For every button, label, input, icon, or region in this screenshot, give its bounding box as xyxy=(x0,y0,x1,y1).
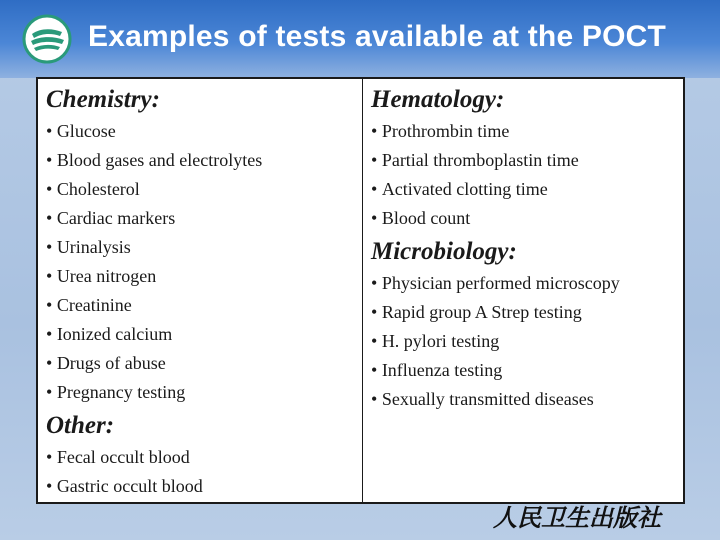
list-item: • Prothrombin time xyxy=(371,117,675,146)
list-item: • Drugs of abuse xyxy=(46,349,354,378)
list-item: • H. pylori testing xyxy=(371,327,675,356)
list-item: • Blood gases and electrolytes xyxy=(46,146,354,175)
list-item: • Physician performed microscopy xyxy=(371,269,675,298)
right-column xyxy=(363,79,683,502)
list-item: • Influenza testing xyxy=(371,356,675,385)
list-item: • Sexually transmitted diseases xyxy=(371,385,675,414)
hematology-list xyxy=(371,117,675,233)
publisher-logo xyxy=(493,502,698,532)
list-item: • Gastric occult blood xyxy=(46,472,354,501)
chemistry-heading: Chemistry: xyxy=(46,86,160,113)
list-item: • Activated clotting time xyxy=(371,175,675,204)
tests-table xyxy=(36,77,685,504)
hematology-heading: Hematology: xyxy=(371,86,505,113)
list-item: • Urea nitrogen xyxy=(46,262,354,291)
chemistry-list xyxy=(46,117,354,407)
left-column xyxy=(38,79,363,502)
list-item: • Creatinine xyxy=(46,291,354,320)
microbiology-list xyxy=(371,269,675,414)
publisher-logo-text: 人民卫生出版社 xyxy=(493,504,661,532)
list-item: • Fecal occult blood xyxy=(46,443,354,472)
list-item: • Blood count xyxy=(371,204,675,233)
list-item: • Partial thromboplastin time xyxy=(371,146,675,175)
publisher-emblem-icon xyxy=(22,14,72,64)
other-list xyxy=(46,443,354,501)
list-item: • Urinalysis xyxy=(46,233,354,262)
slide-title: Examples of tests available at the POCT xyxy=(88,20,667,53)
list-item: • Ionized calcium xyxy=(46,320,354,349)
list-item: • Pregnancy testing xyxy=(46,378,354,407)
list-item: • Glucose xyxy=(46,117,354,146)
other-heading: Other: xyxy=(46,412,115,439)
list-item: • Cardiac markers xyxy=(46,204,354,233)
list-item: • Rapid group A Strep testing xyxy=(371,298,675,327)
title-bar xyxy=(0,0,720,78)
list-item: • Cholesterol xyxy=(46,175,354,204)
microbiology-heading: Microbiology: xyxy=(371,238,517,265)
